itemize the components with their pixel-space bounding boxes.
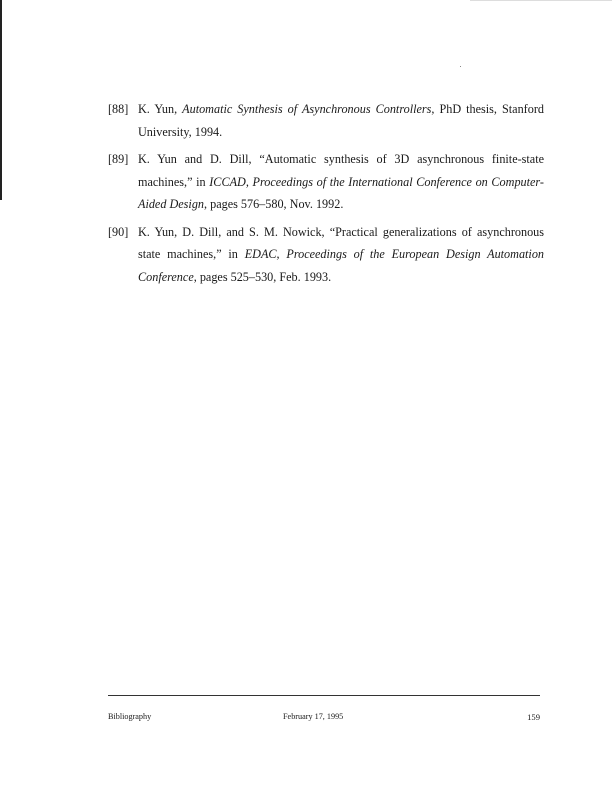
citation-text bbox=[138, 148, 544, 216]
footer-section-title: Bibliography bbox=[108, 712, 152, 721]
citation-details: , PhD thesis, Stanford University, 1994. bbox=[138, 102, 544, 139]
scan-speck bbox=[460, 66, 461, 67]
bib-entry-89 bbox=[108, 148, 544, 216]
bib-entry-88 bbox=[108, 98, 544, 143]
page-footer bbox=[108, 712, 540, 726]
page-number: 159 bbox=[527, 712, 540, 722]
citation-venue: EDAC, Proceedings of the European Design Automation Conference bbox=[138, 247, 545, 284]
citation-details: , pages 576–580, Nov. 1992. bbox=[204, 197, 344, 211]
citation-details: , pages 525–530, Feb. 1993. bbox=[193, 269, 332, 284]
citation-title: Automatic Synthesis of Asynchronous Controllers bbox=[182, 102, 432, 116]
citation-author: K. Yun, bbox=[138, 102, 183, 116]
citation-author-title: K. Yun, D. Dill, and S. M. Nowick, “Practical generalizations of asynchronous state machines,” in bbox=[138, 224, 544, 261]
bib-entry-90 bbox=[108, 221, 544, 289]
scan-edge bbox=[0, 0, 2, 200]
citation-venue: ICCAD, Proceedings of the International Conference on Computer-Aided Design bbox=[138, 174, 544, 211]
citation-text bbox=[138, 221, 544, 289]
scan-edge-top bbox=[470, 0, 612, 1]
citation-number: [90] bbox=[108, 224, 129, 239]
bibliography-list bbox=[108, 98, 544, 293]
citation-text bbox=[138, 98, 544, 143]
citation-number: [89] bbox=[108, 152, 129, 166]
citation-number: [88] bbox=[108, 102, 129, 116]
footer-rule bbox=[108, 695, 540, 696]
citation-author-title: K. Yun and D. Dill, “Automatic synthesis of 3D asynchronous finite-state machines,” in bbox=[138, 152, 544, 189]
footer-date: February 17, 1995 bbox=[283, 712, 344, 721]
